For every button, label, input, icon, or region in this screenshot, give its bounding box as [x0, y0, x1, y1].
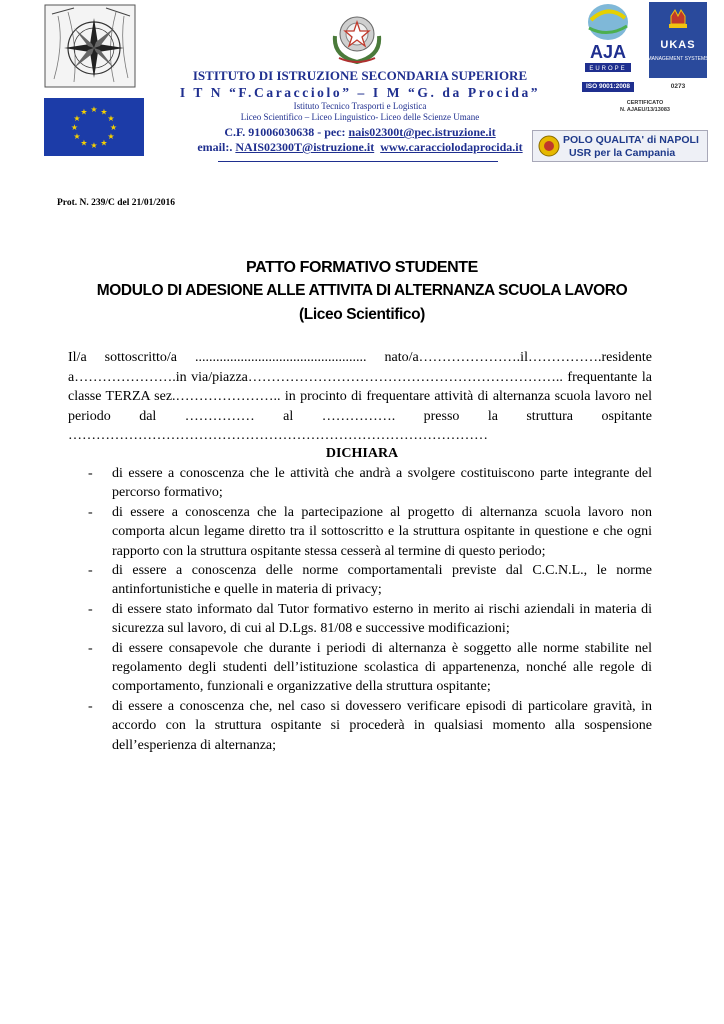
cf-pec-line [160, 125, 560, 140]
polo-line2: USR per la Campania [569, 147, 676, 159]
svg-text:★: ★ [100, 138, 108, 148]
declaration-text: di essere a conoscenza che le attività che andrà a svolgere costituiscono parte integrante del percorso formativo; [112, 466, 652, 501]
institute-line: I T N “F.Caracciolo” – I M “G. da Procida” [179, 85, 541, 100]
svg-text:★: ★ [80, 107, 88, 117]
document-subtitle: MODULO DI ADESIONE ALLE ATTIVITA DI ALTERNANZA SCUOLA LAVORO [96, 282, 628, 299]
list-item: - di essere a conoscenza che la partecipazione al progetto di alternanza scuola lavoro non comporta alcun legame diretto tra il sottoscritto e la struttura ospitante in questione e che ogni rapporto con la struttura ospitante stessa cesserà al termine di questo periodo; [88, 504, 652, 559]
certificate-line1: CERTIFICATO [626, 100, 664, 106]
list-item: - di essere stato informato dal Tutor formativo esterno in merito ai rischi aziendali in materia di sicurezza sul lavoro, di cui al D.Lgs. 81/08 e successive modificazioni; [88, 601, 652, 637]
svg-text:★: ★ [90, 141, 98, 150]
polo-line1: POLO QUALITA' di NAPOLI [563, 134, 699, 146]
aja-text: AJA [589, 42, 627, 62]
ukas-sub: MANAGEMENT SYSTEMS [649, 56, 707, 62]
svg-text:★: ★ [109, 123, 118, 132]
svg-text:★: ★ [107, 114, 115, 123]
list-item: - di essere a conoscenza delle norme comportamentali previste dal C.C.N.L., le norme antinfortunistiche e quelle in materia di privacy; [88, 563, 652, 598]
svg-text:★: ★ [70, 123, 79, 132]
svg-text:★: ★ [107, 132, 115, 141]
intro-paragraph: Il/a sottoscritto/a ................................................. nato/a………………….il…………….residente a………………….in via/piazza………………………………………………………….. frequentante la classe TERZA sez.………………….. in procinto di frequentare attività di alternanza scuola lavoro nel periodo dal …………… al ……………. presso la struttura ospitante ……………………………………………………………………………… [68, 350, 652, 444]
school-name: ISTITUTO DI ISTRUZIONE SECONDARIA SUPERIORE [192, 68, 528, 83]
list-item: - di essere consapevole che durante i periodi di alternanza è soggetto alle norme stabilite nel regolamento degli studenti dell’istituzione scolastica di appartenenza, nonché alle regole di comportamento, funzionali e organizzative della struttura ospitante; [88, 640, 652, 695]
email-link[interactable]: NAIS02300T@istruzione.it [235, 140, 375, 154]
declaration-text: di essere a conoscenza che la partecipazione al progetto di alternanza scuola lavoro non comporta alcun legame diretto tra il sottoscritto e la struttura ospitante in questione e che ogni rapporto con la struttura ospitante stessa cesserà al termine di questo periodo; [112, 504, 652, 559]
technical-line: Istituto Tecnico Trasporti e Logistica [293, 101, 427, 111]
italian-republic-emblem [329, 6, 385, 64]
declaration-text: di essere a conoscenza che, nel caso si dovessero verificare episodi di particolare gravità, in accordo con la struttura ospitante si procederà in qualsiasi momento alla sospensione dell’esperienza di alternanza; [112, 698, 652, 753]
school-logo [44, 4, 136, 88]
ukas-number: 0273 [670, 83, 686, 90]
svg-text:★: ★ [80, 138, 88, 148]
liceo-line: Liceo Scientifico – Liceo Linguistico- Liceo delle Scienze Umane [240, 112, 480, 122]
email-label: email:. [197, 140, 236, 154]
protocol-number: Prot. N. 239/C del 21/01/2016 [57, 198, 176, 208]
pec-link[interactable]: nais02300t@pec.istruzione.it [348, 125, 496, 139]
certificate-line2: N. AJAEU/13/13083 [620, 106, 670, 113]
list-item: - di essere a conoscenza che, nel caso si dovessero verificare episodi di particolare gravità, in accordo con la struttura ospitante si procederà in qualsiasi momento alla sospensione dell’esperienza di alternanza; [88, 698, 652, 753]
header-divider [218, 161, 498, 162]
svg-text:★: ★ [100, 107, 108, 117]
aja-europe-logo [579, 2, 637, 78]
declaration-text: di essere stato informato dal Tutor formativo esterno in merito ai rischi aziendali in materia di sicurezza sul lavoro, di cui al D.Lgs. 81/08 e successive modificazioni; [112, 601, 652, 637]
declarations-list [68, 464, 652, 755]
svg-text:★: ★ [90, 105, 98, 114]
declaration-text: di essere a conoscenza delle norme comportamentali previste dal C.C.N.L., le norme antinfortunistiche e quelle in materia di privacy; [112, 563, 652, 598]
declaration-text: di essere consapevole che durante i periodi di alternanza è soggetto alle norme stabilite nel regolamento degli studenti dell’istituzione scolastica di appartenenza, nonché alle regole di comportamento, funzionali e organizzative della struttura ospitante; [112, 640, 652, 695]
svg-text:★: ★ [73, 132, 81, 141]
iso-badge: ISO 9001:2008 [582, 82, 634, 92]
declares-heading: DICHIARA [325, 446, 399, 461]
ukas-logo [649, 2, 707, 78]
website-link[interactable]: www.caracciolodaprocida.it [380, 140, 523, 154]
certificate-label [610, 100, 680, 113]
document-title: PATTO FORMATIVO STUDENTE [246, 259, 478, 276]
email-line [160, 140, 560, 155]
aja-sub: EUROPE [589, 66, 627, 72]
document-track: (Liceo Scientifico) [299, 306, 425, 323]
cf-label: C.F. 91006030638 - pec: [224, 125, 349, 139]
ukas-text: UKAS [660, 39, 696, 51]
eu-flag [44, 98, 144, 156]
list-item: - di essere a conoscenza che le attività che andrà a svolgere costituiscono parte integrante del percorso formativo; [88, 466, 652, 501]
svg-text:★: ★ [73, 114, 81, 123]
